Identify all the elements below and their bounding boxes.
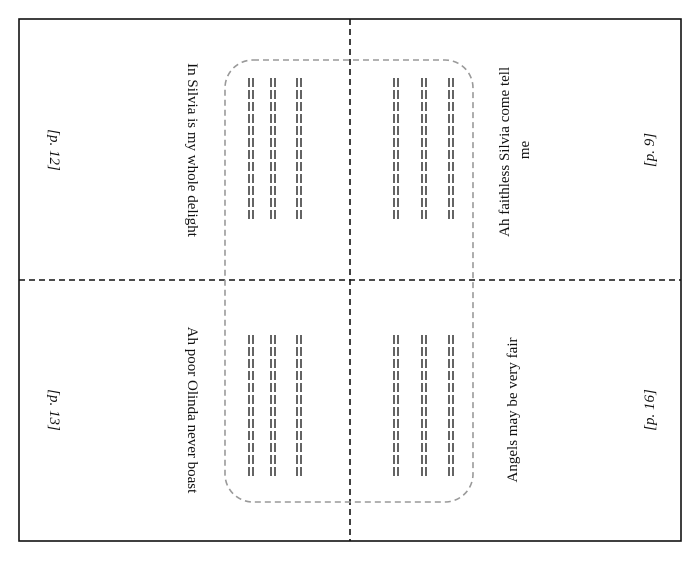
song-title-bottom-left: Ah poor Olinda never boast: [184, 326, 200, 494]
staff-top-right-3: [449, 78, 453, 222]
staff-bottom-right-1: [394, 335, 398, 478]
song-title-top-left: In Silvia is my whole delight: [184, 63, 200, 237]
staff-top-right-2: [422, 78, 426, 222]
staff-group-bottom-left: [249, 335, 301, 478]
staff-bottom-left-1: [249, 335, 253, 478]
song-title-top-right-line-1: Ah faithless Silvia come tell: [497, 66, 513, 237]
staff-top-left-2: [271, 78, 275, 222]
song-title-top-right: [497, 63, 533, 237]
page-number-bottom-left: [p. 13]: [46, 389, 62, 431]
staff-bottom-right-3: [449, 335, 453, 478]
page-number-top-right: [p. 9]: [642, 132, 658, 168]
staff-bottom-right-2: [422, 335, 426, 478]
song-title-bottom-right: Angels may be very fair: [505, 337, 521, 483]
page-number-top-left: [p. 12]: [46, 129, 62, 171]
staff-bottom-left-2: [271, 335, 275, 478]
staff-top-left-3: [297, 78, 301, 222]
center-music-box: [225, 60, 473, 502]
staff-top-right-1: [394, 78, 398, 222]
song-title-top-right-line-2: me: [517, 140, 533, 160]
staff-top-left-1: [249, 78, 253, 222]
staff-bottom-left-3: [297, 335, 301, 478]
staff-group-bottom-right: [394, 335, 453, 478]
page-number-bottom-right: [p. 16]: [642, 389, 658, 431]
staff-group-top-left: [249, 78, 301, 222]
staff-group-top-right: [394, 78, 453, 222]
